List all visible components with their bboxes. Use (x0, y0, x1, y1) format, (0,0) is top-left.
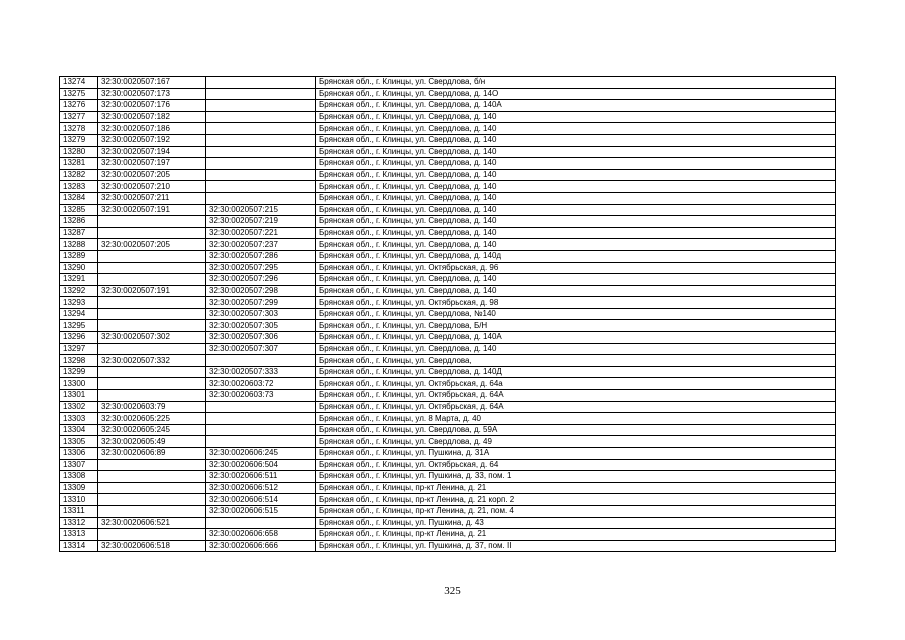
address-cell: Брянская обл., г. Клинцы, ул. Свердлова, д. 59А (316, 424, 836, 436)
row-number-cell: 13290 (60, 262, 98, 274)
table-row (60, 459, 836, 471)
address-cell: Брянская обл., г. Клинцы, ул. Октябрьская, д. 64а (316, 378, 836, 390)
table-row (60, 250, 836, 262)
cadastral-number-cell (98, 366, 206, 378)
table-row (60, 297, 836, 309)
table-row (60, 424, 836, 436)
registry-table-body (60, 77, 836, 552)
row-number-cell: 13293 (60, 297, 98, 309)
row-number-cell: 13284 (60, 192, 98, 204)
row-number-cell: 13304 (60, 424, 98, 436)
new-cadastral-number-cell (206, 158, 316, 170)
table-row (60, 216, 836, 228)
cadastral-number-cell (98, 378, 206, 390)
address-cell: Брянская обл., г. Клинцы, пр-кт Ленина, д. 21, пом. 4 (316, 505, 836, 517)
table-row (60, 77, 836, 89)
row-number-cell: 13300 (60, 378, 98, 390)
row-number-cell: 13307 (60, 459, 98, 471)
new-cadastral-number-cell (206, 181, 316, 193)
address-cell: Брянская обл., г. Клинцы, ул. Свердлова, д. 140 (316, 204, 836, 216)
cadastral-number-cell: 32:30:0020507:194 (98, 146, 206, 158)
table-row (60, 378, 836, 390)
cadastral-number-cell (98, 297, 206, 309)
address-cell: Брянская обл., г. Клинцы, ул. Октябрьская, д. 64А (316, 390, 836, 402)
cadastral-number-cell: 32:30:0020507:197 (98, 158, 206, 170)
row-number-cell: 13283 (60, 181, 98, 193)
cadastral-number-cell: 32:30:0020507:191 (98, 285, 206, 297)
table-row (60, 239, 836, 251)
new-cadastral-number-cell: 32:30:0020507:333 (206, 366, 316, 378)
cadastral-number-cell: 32:30:0020606:89 (98, 448, 206, 460)
new-cadastral-number-cell (206, 517, 316, 529)
new-cadastral-number-cell: 32:30:0020507:237 (206, 239, 316, 251)
new-cadastral-number-cell: 32:30:0020507:215 (206, 204, 316, 216)
table-row (60, 529, 836, 541)
table-row (60, 227, 836, 239)
table-row (60, 181, 836, 193)
new-cadastral-number-cell (206, 100, 316, 112)
row-number-cell: 13294 (60, 308, 98, 320)
address-cell: Брянская обл., г. Клинцы, ул. Октябрьская, д. 64 (316, 459, 836, 471)
address-cell: Брянская обл., г. Клинцы, ул. Свердлова, д. 140 (316, 192, 836, 204)
new-cadastral-number-cell: 32:30:0020606:514 (206, 494, 316, 506)
table-row (60, 366, 836, 378)
table-row (60, 111, 836, 123)
table-row (60, 471, 836, 483)
address-cell: Брянская обл., г. Клинцы, ул. Свердлова, д. 140 (316, 227, 836, 239)
new-cadastral-number-cell: 32:30:0020507:286 (206, 250, 316, 262)
address-cell: Брянская обл., г. Клинцы, ул. Свердлова, д. 140 (316, 274, 836, 286)
cadastral-number-cell (98, 274, 206, 286)
table-row (60, 100, 836, 112)
address-cell: Брянская обл., г. Клинцы, ул. Октябрьская, д. 96 (316, 262, 836, 274)
address-cell: Брянская обл., г. Клинцы, ул. Октябрьская, д. 98 (316, 297, 836, 309)
row-number-cell: 13287 (60, 227, 98, 239)
new-cadastral-number-cell: 32:30:0020606:504 (206, 459, 316, 471)
new-cadastral-number-cell (206, 146, 316, 158)
address-cell: Брянская обл., г. Клинцы, ул. Свердлова, б/н (316, 77, 836, 89)
table-row (60, 482, 836, 494)
cadastral-number-cell (98, 343, 206, 355)
cadastral-number-cell (98, 505, 206, 517)
new-cadastral-number-cell: 32:30:0020606:658 (206, 529, 316, 541)
table-row (60, 332, 836, 344)
cadastral-number-cell: 32:30:0020606:518 (98, 540, 206, 552)
table-row (60, 123, 836, 135)
new-cadastral-number-cell (206, 192, 316, 204)
row-number-cell: 13288 (60, 239, 98, 251)
cadastral-number-cell: 32:30:0020507:191 (98, 204, 206, 216)
row-number-cell: 13278 (60, 123, 98, 135)
row-number-cell: 13279 (60, 134, 98, 146)
cadastral-number-cell: 32:30:0020605:49 (98, 436, 206, 448)
cadastral-number-cell: 32:30:0020507:205 (98, 169, 206, 181)
table-row (60, 308, 836, 320)
cadastral-number-cell: 32:30:0020605:245 (98, 424, 206, 436)
table-row (60, 390, 836, 402)
new-cadastral-number-cell: 32:30:0020606:515 (206, 505, 316, 517)
row-number-cell: 13282 (60, 169, 98, 181)
new-cadastral-number-cell: 32:30:0020507:219 (206, 216, 316, 228)
cadastral-number-cell (98, 262, 206, 274)
table-row (60, 505, 836, 517)
address-cell: Брянская обл., г. Клинцы, ул. Свердлова, д. 140 (316, 111, 836, 123)
table-row (60, 343, 836, 355)
new-cadastral-number-cell: 32:30:0020606:511 (206, 471, 316, 483)
address-cell: Брянская обл., г. Клинцы, ул. Свердлова, (316, 355, 836, 367)
table-row (60, 146, 836, 158)
address-cell: Брянская обл., г. Клинцы, ул. Свердлова, д. 140Д (316, 366, 836, 378)
address-cell: Брянская обл., г. Клинцы, ул. Свердлова, д. 140А (316, 100, 836, 112)
new-cadastral-number-cell: 32:30:0020606:245 (206, 448, 316, 460)
row-number-cell: 13312 (60, 517, 98, 529)
table-row (60, 320, 836, 332)
table-row (60, 204, 836, 216)
cadastral-number-cell (98, 250, 206, 262)
address-cell: Брянская обл., г. Клинцы, ул. Свердлова, д. 49 (316, 436, 836, 448)
row-number-cell: 13286 (60, 216, 98, 228)
row-number-cell: 13281 (60, 158, 98, 170)
address-cell: Брянская обл., г. Клинцы, ул. 8 Марта, д. 40 (316, 413, 836, 425)
new-cadastral-number-cell (206, 169, 316, 181)
row-number-cell: 13277 (60, 111, 98, 123)
new-cadastral-number-cell (206, 355, 316, 367)
row-number-cell: 13289 (60, 250, 98, 262)
new-cadastral-number-cell: 32:30:0020603:72 (206, 378, 316, 390)
new-cadastral-number-cell: 32:30:0020603:73 (206, 390, 316, 402)
table-row (60, 413, 836, 425)
table-row (60, 436, 836, 448)
table-row (60, 517, 836, 529)
address-cell: Брянская обл., г. Клинцы, ул. Свердлова, д. 140 (316, 169, 836, 181)
cadastral-number-cell: 32:30:0020507:192 (98, 134, 206, 146)
new-cadastral-number-cell: 32:30:0020507:305 (206, 320, 316, 332)
cadastral-number-cell: 32:30:0020507:332 (98, 355, 206, 367)
address-cell: Брянская обл., г. Клинцы, ул. Пушкина, д. 37, пом. II (316, 540, 836, 552)
row-number-cell: 13308 (60, 471, 98, 483)
address-cell: Брянская обл., г. Клинцы, пр-кт Ленина, д. 21 корп. 2 (316, 494, 836, 506)
new-cadastral-number-cell (206, 123, 316, 135)
new-cadastral-number-cell (206, 77, 316, 89)
row-number-cell: 13295 (60, 320, 98, 332)
address-cell: Брянская обл., г. Клинцы, ул. Свердлова, д. 140 (316, 123, 836, 135)
address-cell: Брянская обл., г. Клинцы, ул. Свердлова, Б/Н (316, 320, 836, 332)
row-number-cell: 13297 (60, 343, 98, 355)
row-number-cell: 13311 (60, 505, 98, 517)
address-cell: Брянская обл., г. Клинцы, ул. Свердлова, д. 140 (316, 134, 836, 146)
cadastral-number-cell (98, 529, 206, 541)
address-cell: Брянская обл., г. Клинцы, ул. Свердлова, д. 140 (316, 285, 836, 297)
row-number-cell: 13309 (60, 482, 98, 494)
cadastral-number-cell (98, 216, 206, 228)
new-cadastral-number-cell: 32:30:0020507:307 (206, 343, 316, 355)
new-cadastral-number-cell: 32:30:0020507:298 (206, 285, 316, 297)
address-cell: Брянская обл., г. Клинцы, ул. Пушкина, д. 43 (316, 517, 836, 529)
cadastral-number-cell: 32:30:0020507:182 (98, 111, 206, 123)
new-cadastral-number-cell: 32:30:0020507:299 (206, 297, 316, 309)
table-row (60, 88, 836, 100)
table-row (60, 274, 836, 286)
cadastral-number-cell (98, 471, 206, 483)
cadastral-number-cell (98, 390, 206, 402)
address-cell: Брянская обл., г. Клинцы, ул. Октябрьская, д. 64А (316, 401, 836, 413)
row-number-cell: 13305 (60, 436, 98, 448)
row-number-cell: 13303 (60, 413, 98, 425)
address-cell: Брянская обл., г. Клинцы, ул. Свердлова, д. 14О (316, 88, 836, 100)
new-cadastral-number-cell: 32:30:0020507:295 (206, 262, 316, 274)
cadastral-number-cell: 32:30:0020507:205 (98, 239, 206, 251)
row-number-cell: 13274 (60, 77, 98, 89)
cadastral-number-cell: 32:30:0020507:186 (98, 123, 206, 135)
cadastral-number-cell: 32:30:0020605:225 (98, 413, 206, 425)
cadastral-number-cell: 32:30:0020507:302 (98, 332, 206, 344)
table-row (60, 192, 836, 204)
cadastral-number-cell (98, 482, 206, 494)
address-cell: Брянская обл., г. Клинцы, ул. Свердлова, д. 140 (316, 158, 836, 170)
table-row (60, 169, 836, 181)
address-cell: Брянская обл., г. Клинцы, ул. Свердлова, д. 140 (316, 216, 836, 228)
table-row (60, 285, 836, 297)
address-cell: Брянская обл., г. Клинцы, ул. Свердлова, д. 140 (316, 146, 836, 158)
row-number-cell: 13292 (60, 285, 98, 297)
new-cadastral-number-cell (206, 413, 316, 425)
row-number-cell: 13299 (60, 366, 98, 378)
cadastral-number-cell: 32:30:0020507:210 (98, 181, 206, 193)
row-number-cell: 13298 (60, 355, 98, 367)
registry-table (59, 76, 836, 552)
new-cadastral-number-cell (206, 134, 316, 146)
new-cadastral-number-cell: 32:30:0020507:296 (206, 274, 316, 286)
address-cell: Брянская обл., г. Клинцы, ул. Пушкина, д. 31А (316, 448, 836, 460)
table-row (60, 401, 836, 413)
row-number-cell: 13296 (60, 332, 98, 344)
row-number-cell: 13302 (60, 401, 98, 413)
row-number-cell: 13291 (60, 274, 98, 286)
cadastral-number-cell (98, 227, 206, 239)
address-cell: Брянская обл., г. Клинцы, ул. Свердлова, д. 140д (316, 250, 836, 262)
table-row (60, 262, 836, 274)
table-row (60, 540, 836, 552)
row-number-cell: 13306 (60, 448, 98, 460)
new-cadastral-number-cell: 32:30:0020507:306 (206, 332, 316, 344)
page-number: 325 (444, 585, 461, 597)
cadastral-number-cell: 32:30:0020507:211 (98, 192, 206, 204)
address-cell: Брянская обл., г. Клинцы, пр-кт Ленина, д. 21 (316, 529, 836, 541)
table-row (60, 494, 836, 506)
cadastral-number-cell (98, 459, 206, 471)
address-cell: Брянская обл., г. Клинцы, ул. Свердлова, д. 140 (316, 181, 836, 193)
address-cell: Брянская обл., г. Клинцы, ул. Свердлова, д. 140А (316, 332, 836, 344)
cadastral-number-cell (98, 320, 206, 332)
cadastral-number-cell: 32:30:0020507:173 (98, 88, 206, 100)
cadastral-number-cell (98, 308, 206, 320)
cadastral-number-cell: 32:30:0020603:79 (98, 401, 206, 413)
row-number-cell: 13314 (60, 540, 98, 552)
table-row (60, 134, 836, 146)
row-number-cell: 13275 (60, 88, 98, 100)
address-cell: Брянская обл., г. Клинцы, пр-кт Ленина, д. 21 (316, 482, 836, 494)
row-number-cell: 13301 (60, 390, 98, 402)
new-cadastral-number-cell (206, 401, 316, 413)
address-cell: Брянская обл., г. Клинцы, ул. Свердлова, д. 140 (316, 239, 836, 251)
table-row (60, 355, 836, 367)
new-cadastral-number-cell (206, 111, 316, 123)
row-number-cell: 13285 (60, 204, 98, 216)
new-cadastral-number-cell (206, 88, 316, 100)
table-row (60, 448, 836, 460)
cadastral-number-cell: 32:30:0020507:176 (98, 100, 206, 112)
new-cadastral-number-cell: 32:30:0020606:512 (206, 482, 316, 494)
row-number-cell: 13313 (60, 529, 98, 541)
row-number-cell: 13276 (60, 100, 98, 112)
new-cadastral-number-cell (206, 436, 316, 448)
new-cadastral-number-cell (206, 424, 316, 436)
address-cell: Брянская обл., г. Клинцы, ул. Свердлова, №140 (316, 308, 836, 320)
cadastral-number-cell: 32:30:0020507:167 (98, 77, 206, 89)
cadastral-number-cell: 32:30:0020606:521 (98, 517, 206, 529)
address-cell: Брянская обл., г. Клинцы, ул. Пушкина, д. 33, пом. 1 (316, 471, 836, 483)
address-cell: Брянская обл., г. Клинцы, ул. Свердлова, д. 140 (316, 343, 836, 355)
new-cadastral-number-cell: 32:30:0020606:666 (206, 540, 316, 552)
row-number-cell: 13310 (60, 494, 98, 506)
cadastral-number-cell (98, 494, 206, 506)
new-cadastral-number-cell: 32:30:0020507:303 (206, 308, 316, 320)
table-row (60, 158, 836, 170)
row-number-cell: 13280 (60, 146, 98, 158)
new-cadastral-number-cell: 32:30:0020507:221 (206, 227, 316, 239)
